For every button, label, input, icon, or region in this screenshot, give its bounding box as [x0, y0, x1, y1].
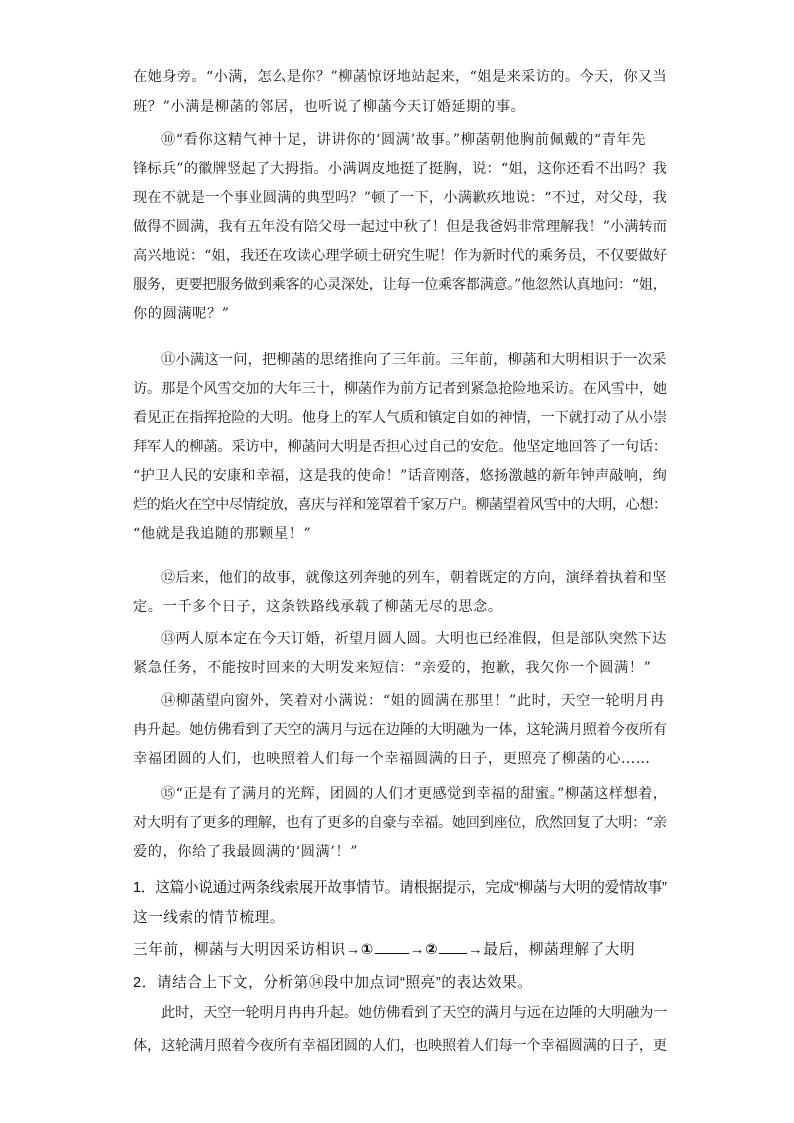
prompt-start: 三年前，柳菡与大明因采访相识→: [133, 942, 361, 958]
paragraph-14-line: ⑭柳菡望向窗外，笑着对小满说：“姐的圆满在那里！”此时，天空一轮明月冉: [161, 693, 665, 709]
passage-line: “他就是我追随的那颗星！”: [133, 526, 312, 542]
paragraph-12-line: ⑫后来，他们的故事，就像这列奔驰的列车，朝着既定的方向，演绎着执着和坚: [161, 570, 667, 586]
paragraph-13-line: ⑬两人原本定在今天订婚，祈望月圆人圆。大明也已经准假，但是部队突然下达: [161, 631, 667, 647]
question-2-text: 2．请结合上下文，分析第⑭段中加点词“照亮”的表达效果。: [133, 975, 533, 991]
passage-line: “护卫人民的安康和幸福，这是我的使命！”话音刚落，悠扬激越的新年钟声敲响，绚: [133, 468, 668, 484]
blank-2-marker: ②: [425, 942, 439, 958]
passage-line: 现在不就是一个事业圆满的典型吗？”顿了一下，小满歉疚地说：“不过，对父母，我: [133, 190, 668, 206]
blank-1-marker: ①: [360, 942, 374, 958]
passage-line: 做得不圆满，我有五年没有陪父母一起过中秋了！但是我爸妈非常理解我！”小满转而: [133, 219, 667, 235]
excerpt-line: 此时，天空一轮明月冉冉升起。她仿佛看到了天空的满月与远在边陲的大明融为一: [161, 1005, 668, 1021]
passage-line: 爱的，你给了我最圆满的‘圆满’！”: [133, 844, 359, 860]
answer-blank-1[interactable]: [375, 941, 409, 954]
excerpt-line: 体，这轮满月照着今夜所有幸福团圆的人们，也映照着人们每一个幸福圆满的日子，更: [133, 1038, 667, 1054]
passage-line: 班？”小满是柳菡的邻居，也听说了柳菡今天订婚延期的事。: [133, 99, 526, 115]
passage-line: 拜军人的柳菡。采访中，柳菡问大明是否担心过自己的安危。他坚定地回答了一句话：: [133, 439, 667, 455]
answer-blank-2[interactable]: [439, 941, 467, 954]
passage-line: 烂的焰火在空中尽情绽放，喜庆与祥和笼罩着千家万户。柳菡望着风雪中的大明，心想：: [133, 497, 667, 513]
passage-line: 锋标兵”的徽牌竖起了大拇指。小满调皮地挺了挺胸，说：“姐，这你还看不出吗？我: [133, 161, 668, 177]
passage-line: 定。一千多个日子，这条铁路线承载了柳菡无尽的思念。: [133, 599, 503, 615]
paragraph-10-line: ⑩“看你这精气神十足，讲讲你的‘圆满’故事。”柳菡朝他胸前佩戴的“青年先: [161, 132, 647, 148]
passage-line: 对大明有了更多的理解，也有了更多的自豪与幸福。她回到座位，欣然回复了大明：“亲: [133, 815, 667, 831]
passage-line: 访。那是个风雪交加的大年三十，柳菡作为前方记者到紧急抢险地采访。在风雪中，她: [133, 381, 667, 397]
paragraph-11-line: ⑪小满这一问，把柳菡的思绪推向了三年前。三年前，柳菡和大明相识于一次采: [161, 352, 667, 368]
question-1-prompt: [133, 938, 635, 959]
passage-line: 幸福团圆的人们，也映照着人们每一个幸福圆满的日子，更照亮了柳菡的心……: [133, 751, 651, 767]
prompt-end: →最后，柳菡理解了大明: [468, 942, 636, 958]
passage-line: 冉升起。她仿佛看到了天空的满月与远在边陲的大明融为一体，这轮满月照着今夜所有: [133, 722, 667, 738]
passage-line: 高兴地说：“姐，我还在攻读心理学硕士研究生呢！作为新时代的乘务员，不仅要做好: [133, 248, 667, 264]
question-1-text-cont: 这一线索的情节梳理。: [133, 910, 285, 926]
passage-line: 你的圆满呢？”: [133, 306, 230, 322]
question-1-text: 1．这篇小说通过两条线索展开故事情节。请根据提示，完成“柳菡与大明的爱情故事”: [133, 880, 667, 896]
passage-line: 在她身旁。“小满，怎么是你？”柳菡惊讶地站起来，“姐是来采访的。今天，你又当: [133, 69, 668, 85]
passage-line: 紧急任务，不能按时回来的大明发来短信：“亲爱的，抱歉，我欠你一个圆满！”: [133, 660, 652, 676]
paragraph-15-line: ⑮“正是有了满月的光辉，团圆的人们才更感觉到幸福的甜蜜。”柳菡这样想着，: [161, 786, 668, 802]
arrow-text: →: [409, 942, 426, 958]
passage-line: 看见正在指挥抢险的大明。他身上的军人气质和镇定自如的神情，一下就打动了从小崇: [133, 410, 667, 426]
passage-line: 服务，更要把服务做到乘客的心灵深处，让每一位乘客都满意。”他忽然认真地问：“姐，: [133, 277, 667, 293]
